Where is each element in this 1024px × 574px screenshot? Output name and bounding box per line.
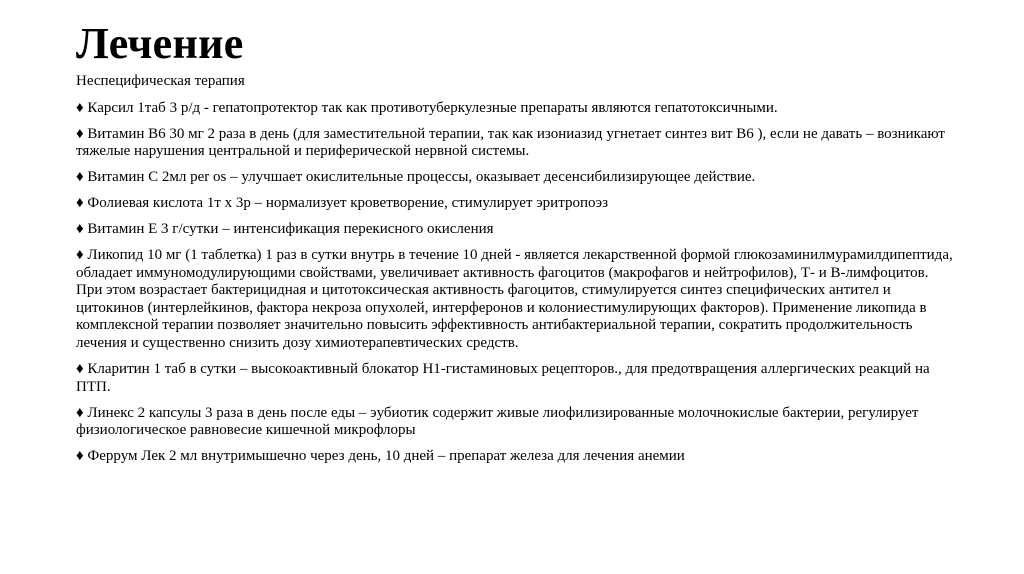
treatment-item-folic-acid: ♦ Фолиевая кислота 1т х 3р – нормализует кроветворение, стимулирует эритропоэз (76, 195, 609, 212)
slide-subtitle: Неспецифическая терапия (76, 73, 245, 89)
treatment-item-claritin: ♦ Кларитин 1 таб в сутки – высокоактивный блокатор Н1-гистаминовых рецепторов., для предотвращения аллергических реакций на ПТП. (76, 361, 930, 395)
treatment-item-vitamin-e: ♦ Витамин Е 3 г/сутки – интенсификация перекисного окисления (76, 221, 494, 238)
treatment-item-linex: ♦ Линекс 2 капсулы 3 раза в день после еды – эубиотик содержит живые лиофилизированные молочнокислые бактерии, регулирует физиологическое равновесие кишечной микрофлоры (76, 404, 919, 439)
treatment-item-likopid: ♦ Ликопид 10 мг (1 таблетка) 1 раз в сутки внутрь в течение 10 дней - является лекарственной формой глюкозаминилмурамилдипептида, обладает иммуномодулирующими свойствами, увеличивает активность фагоцитов (макрофагов и нейтрофилов), Т- и В-лимфоцитов. При этом возрастает бактерицидная и цитотоксическая активность фагоцитов, стимулируется синтез специфических антител и цитокинов (интерлейкинов, фактора некроза опухолей, интерферонов и колониестимулирующих факторов). Применение ликопида в комплексной терапии позволяет значительно повысить эффективность антибактериальной терапии, сократить продолжительность лечения и существенно снизить дозу химиотерапевтических средств. (76, 247, 953, 352)
slide-title: Лечение (76, 19, 244, 68)
treatment-item-vitamin-b6: ♦ Витамин В6 30 мг 2 раза в день (для заместительной терапии, так как изониазид угнетает синтез вит В6 ), если не давать – возникают тяжелые нарушения центральной и периферической нервной системы. (76, 125, 945, 160)
treatment-item-karsil: ♦ Карсил 1таб 3 р/д - гепатопротектор так как противотуберкулезные препараты являются гепатотоксичными. (76, 99, 778, 116)
slide-content (76, 73, 956, 474)
treatment-item-ferrum-lek: ♦ Феррум Лек 2 мл внутримышечно через день, 10 дней – препарат железа для лечения анемии (76, 448, 685, 465)
treatment-item-vitamin-c: ♦ Витамин С 2мл per os – улучшает окислительные процессы, оказывает десенсибилизирующее действие. (76, 169, 756, 186)
